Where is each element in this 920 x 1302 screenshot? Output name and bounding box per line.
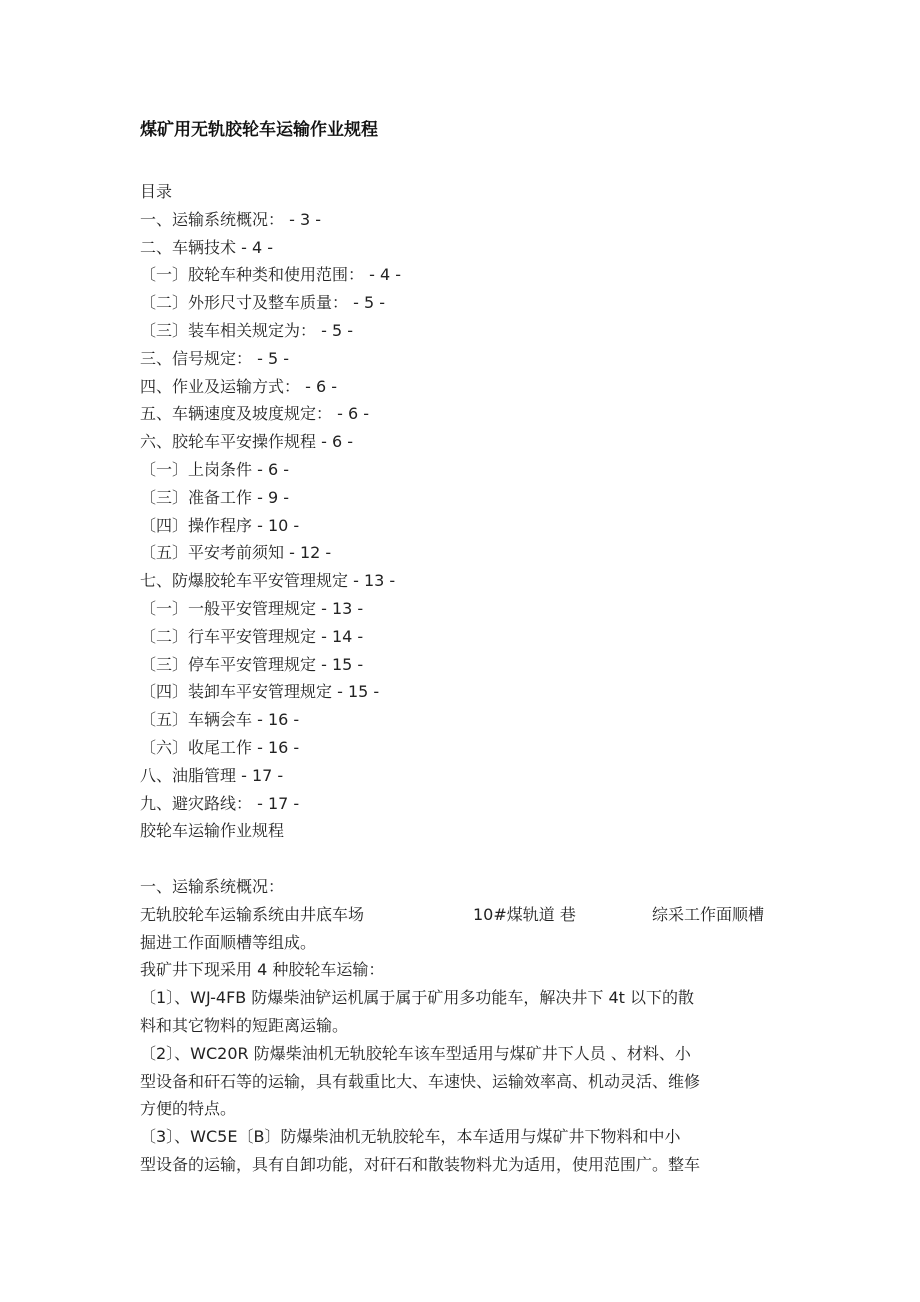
system-part: 综采工作面顺槽 — [652, 904, 765, 924]
paragraph-line: 〔2〕、WC20R 防爆柴油机无轨胶轮车该车型适用与煤矿井下人员 、材料、小 — [140, 1043, 691, 1063]
toc-entry[interactable]: 〔一〕胶轮车种类和使用范围： - 4 - — [140, 265, 401, 285]
paragraph-line: 〔1〕、WJ-4FB 防爆柴油铲运机属于属于矿用多功能车，解决井下 4t 以下的散 — [140, 988, 694, 1008]
vehicle-item-1 — [140, 984, 785, 1040]
toc-entry[interactable]: 〔三〕停车平安管理规定 - 15 - — [140, 654, 364, 674]
document-title: 煤矿用无轨胶轮车运输作业规程 — [140, 120, 378, 140]
paragraph-line: 型设备和矸石等的运输，具有载重比大、车速快、运输效率高、机动灵活、维修 — [140, 1071, 701, 1091]
toc-entry[interactable]: 〔三〕准备工作 - 9 - — [140, 487, 289, 507]
table-of-contents — [140, 178, 800, 845]
system-part: 无轨胶轮车运输系统由井底车场 — [140, 904, 365, 924]
paragraph-line: 〔3〕、WC5E〔B〕防爆柴油机无轨胶轮车，本车适用与煤矿井下物料和中小 — [140, 1127, 681, 1147]
toc-entry[interactable]: 〔二〕外形尺寸及整车质量： - 5 - — [140, 293, 385, 313]
body-title: 胶轮车运输作业规程 — [140, 821, 285, 841]
toc-entry[interactable]: 〔一〕一般平安管理规定 - 13 - — [140, 598, 364, 618]
vehicle-item-2 — [140, 1040, 785, 1123]
toc-entry[interactable]: 五、车辆速度及坡度规定： - 6 - — [140, 404, 369, 424]
toc-entry[interactable]: 三、信号规定： - 5 - — [140, 348, 289, 368]
vehicle-item-3 — [140, 1123, 785, 1179]
toc-entry[interactable]: 〔五〕平安考前须知 - 12 - — [140, 543, 332, 563]
toc-entry[interactable]: 九、避灾路线： - 17 - — [140, 793, 300, 813]
system-row — [140, 901, 785, 929]
section-transport-system — [140, 873, 785, 1179]
toc-entry[interactable]: 四、作业及运输方式： - 6 - — [140, 376, 337, 396]
paragraph-line: 料和其它物料的短距离运输。 — [140, 1015, 349, 1035]
toc-entry[interactable]: 〔二〕行车平安管理规定 - 14 - — [140, 626, 364, 646]
toc-entry[interactable]: 〔六〕收尾工作 - 16 - — [140, 737, 300, 757]
paragraph-line: 方便的特点。 — [140, 1099, 237, 1119]
intro-paragraph: 我矿井下现采用 4 种胶轮车运输： — [140, 960, 385, 980]
toc-entry[interactable]: 〔三〕装车相关规定为： - 5 - — [140, 320, 353, 340]
toc-entry[interactable]: 〔五〕车辆会车 - 16 - — [140, 710, 300, 730]
toc-entry[interactable]: 〔四〕装卸车平安管理规定 - 15 - — [140, 682, 380, 702]
toc-heading: 目录 — [140, 182, 173, 201]
toc-entry[interactable]: 二、车辆技术 - 4 - — [140, 237, 273, 257]
section-heading: 一、运输系统概况： — [140, 877, 285, 896]
system-part: 10#煤轨道 巷 — [473, 904, 576, 924]
system-tail: 掘进工作面顺槽等组成。 — [140, 932, 317, 952]
paragraph-line: 型设备的运输，具有自卸功能，对矸石和散装物料尤为适用，使用范围广。整车 — [140, 1154, 701, 1174]
toc-entry[interactable]: 〔四〕操作程序 - 10 - — [140, 515, 300, 535]
toc-entry[interactable]: 七、防爆胶轮车平安管理规定 - 13 - — [140, 571, 396, 591]
toc-entry[interactable]: 六、胶轮车平安操作规程 - 6 - — [140, 432, 353, 452]
toc-entry[interactable]: 一、运输系统概况： - 3 - — [140, 209, 321, 229]
toc-entry[interactable]: 八、油脂管理 - 17 - — [140, 765, 284, 785]
toc-entry[interactable]: 〔一〕上岗条件 - 6 - — [140, 459, 289, 479]
